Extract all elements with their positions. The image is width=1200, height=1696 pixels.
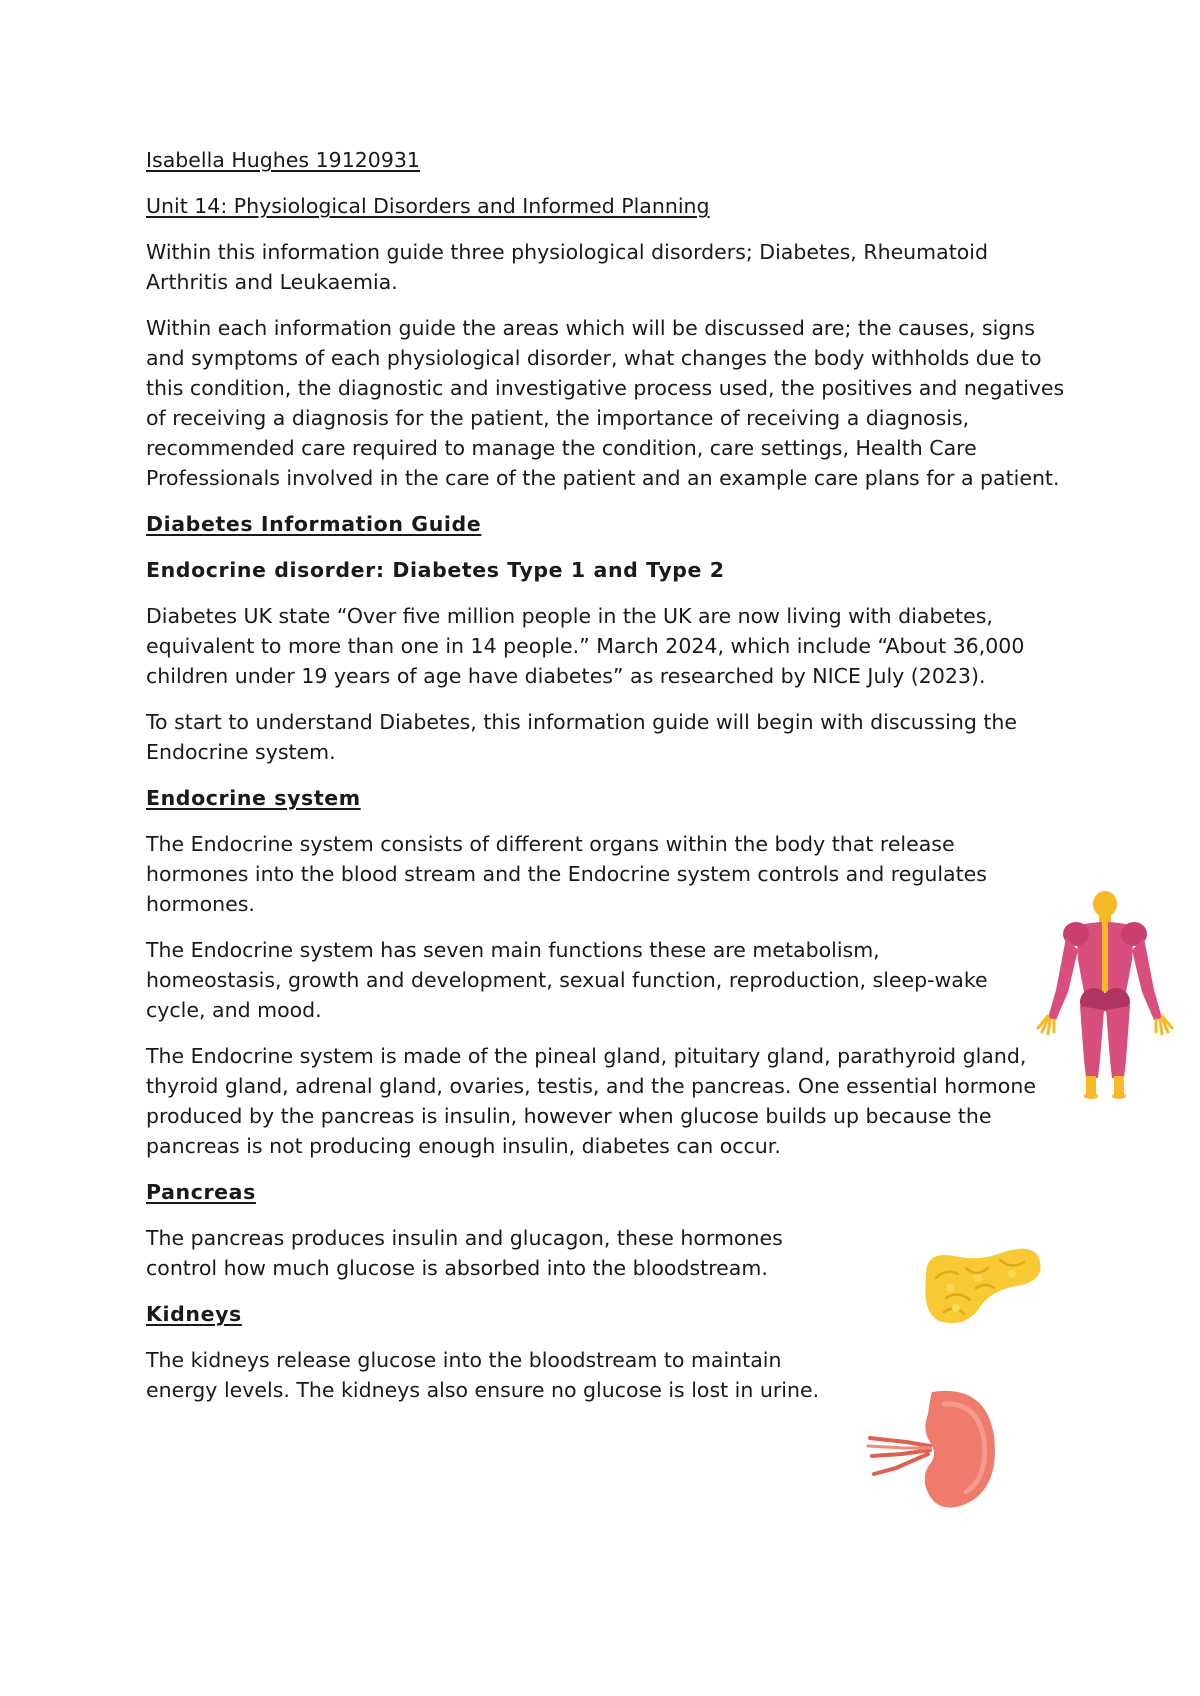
author-line: Isabella Hughes 19120931 (146, 148, 420, 172)
diabetes-stats-paragraph: Diabetes UK state “Over five million people in the UK are now living with diabetes, equivalent to more than one in 14 people.” March 2024, which include “About 36,000 children under 19 years of age have diabetes” as researched by NICE July (2023). (146, 604, 1025, 688)
pancreas-paragraph: The pancreas produces insulin and glucagon, these hormones control how much glucose is absorbed into the bloodstream. (146, 1226, 783, 1280)
intro-paragraph-2: Within each information guide the areas which will be discussed are; the causes, signs and symptoms of each physiological disorder, what changes the body withholds due to this condition, the diagnostic and investigative process used, the positives and negatives of receiving a diagnosis for the patient, the importance of receiving a diagnosis, recommended care required to manage the condition, care settings, Health Care Professionals involved in the care of the patient and an example care plans for a patient. (146, 316, 1065, 490)
diabetes-start-paragraph: To start to understand Diabetes, this information guide will begin with discussing the Endocrine system. (146, 710, 1018, 764)
endocrine-system-heading: Endocrine system (146, 786, 361, 810)
endocrine-paragraph-3: The Endocrine system is made of the pineal gland, pituitary gland, parathyroid gland, thyroid gland, adrenal gland, ovaries, testis, and the pancreas. One essential hormone produced by the pancreas is insulin, however when glucose builds up because the pancreas is not producing enough insulin, diabetes can occur. (146, 1044, 1036, 1158)
diabetes-guide-heading: Diabetes Information Guide (146, 512, 482, 536)
kidneys-heading: Kidneys (146, 1302, 242, 1326)
endocrine-disorder-heading: Endocrine disorder: Diabetes Type 1 and Type 2 (146, 558, 725, 582)
endocrine-paragraph-2: The Endocrine system has seven main functions these are metabolism, homeostasis, growth and development, sexual function, reproduction, sleep-wake cycle, and mood. (146, 938, 988, 1022)
document-body (146, 145, 1066, 1421)
pancreas-heading: Pancreas (146, 1180, 256, 1204)
endocrine-paragraph-1: The Endocrine system consists of different organs within the body that release hormones into the blood stream and the Endocrine system controls and regulates hormones. (146, 832, 987, 916)
unit-title: Unit 14: Physiological Disorders and Informed Planning (146, 194, 710, 218)
pancreas-icon (916, 1238, 1044, 1330)
intro-paragraph-1: Within this information guide three physiological disorders; Diabetes, Rheumatoid Arthritis and Leukaemia. (146, 240, 988, 294)
human-muscle-body-icon (1036, 890, 1174, 1100)
kidneys-paragraph: The kidneys release glucose into the bloodstream to maintain energy levels. The kidneys also ensure no glucose is lost in urine. (146, 1348, 820, 1402)
kidney-icon (866, 1384, 998, 1512)
